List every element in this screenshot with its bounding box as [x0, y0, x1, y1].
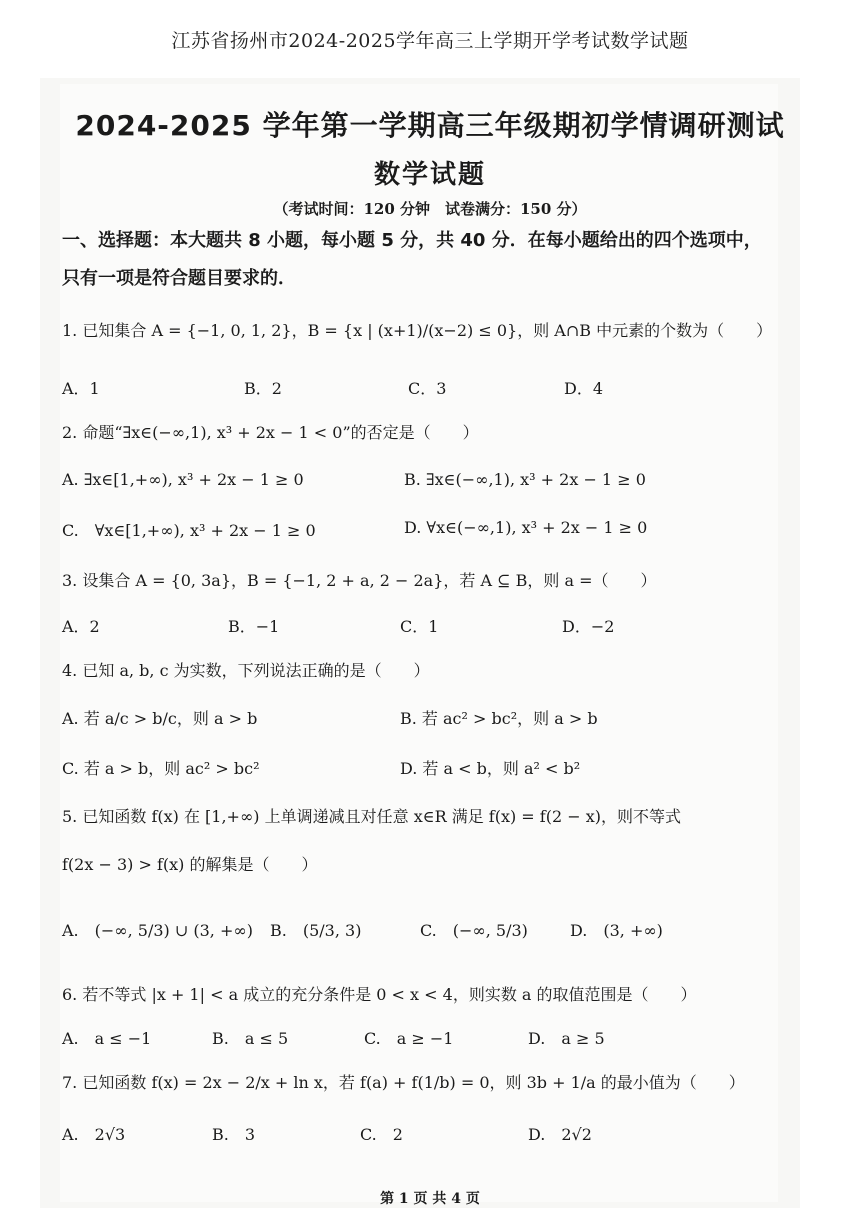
question-4-stem: 4. 已知 a, b, c 为实数，下列说法正确的是（ ） — [62, 661, 430, 680]
question-2-option-b: B. ∃x∈(−∞,1), x³ + 2x − 1 ≥ 0 — [404, 470, 646, 489]
question-2-stem: 2. 命题“∃x∈(−∞,1), x³ + 2x − 1 < 0”的否定是（ ） — [62, 423, 479, 442]
question-3-option-d: D．−2 — [562, 617, 615, 636]
question-1-option-a: A．1 — [62, 379, 100, 398]
question-2-option-d: D. ∀x∈(−∞,1), x³ + 2x − 1 ≥ 0 — [404, 518, 648, 537]
question-1-stem: 1. 已知集合 A = {−1, 0, 1, 2}，B = {x | (x+1)/(x−2) ≤ 0}，则 A∩B 中元素的个数为（ ） — [62, 321, 773, 340]
question-5-option-b: B. (5/3, 3) — [270, 921, 362, 940]
question-5-option-d: D. (3, +∞) — [570, 921, 663, 940]
question-6-option-b: B. a ≤ 5 — [212, 1029, 289, 1048]
section-heading-line2: 只有一项是符合题目要求的． — [62, 268, 296, 289]
question-7-option-d: D. 2√2 — [528, 1125, 592, 1144]
question-7-option-a: A. 2√3 — [62, 1125, 126, 1144]
question-2-option-a: A. ∃x∈[1,+∞), x³ + 2x − 1 ≥ 0 — [62, 470, 304, 489]
question-3-option-c: C．1 — [400, 617, 439, 636]
question-3-option-a: A．2 — [62, 617, 100, 636]
question-7-stem: 7. 已知函数 f(x) = 2x − 2/x + ln x，若 f(a) + f(1/b) = 0，则 3b + 1/a 的最小值为（ ） — [62, 1073, 745, 1092]
question-6-option-a: A. a ≤ −1 — [62, 1029, 152, 1048]
page-number-footer: 第 1 页 共 4 页 — [380, 1191, 480, 1207]
question-1-option-b: B．2 — [244, 379, 282, 398]
question-3-option-b: B．−1 — [228, 617, 280, 636]
question-4-option-c: C. 若 a > b，则 ac² > bc² — [62, 759, 260, 778]
question-5-option-c: C. (−∞, 5/3) — [420, 921, 528, 940]
question-7-option-b: B. 3 — [212, 1125, 256, 1144]
question-3-stem: 3. 设集合 A = {0, 3a}，B = {−1, 2 + a, 2 − 2a}，若 A ⊆ B，则 a =（ ） — [62, 571, 657, 590]
section-heading-line1: 一、选择题：本大题共 8 小题，每小题 5 分，共 40 分．在每小题给出的四个选项中， — [62, 230, 762, 251]
question-1-option-d: D．4 — [564, 379, 604, 398]
question-5-stem-line1: 5. 已知函数 f(x) 在 [1,+∞) 上单调递减且对任意 x∈R 满足 f(x) = f(2 − x)，则不等式 — [62, 807, 681, 826]
paper-subtitle: 数学试题 — [373, 160, 486, 190]
question-1-option-c: C．3 — [408, 379, 447, 398]
question-4-option-a: A. 若 a/c > b/c，则 a > b — [62, 709, 258, 728]
header-title: 江苏省扬州市2024-2025学年高三上学期开学考试数学试题 — [171, 30, 689, 52]
question-6-stem: 6. 若不等式 |x + 1| < a 成立的充分条件是 0 < x < 4，则实数 a 的取值范围是（ ） — [62, 985, 697, 1004]
paper-title: 2024-2025 学年第一学期高三年级期初学情调研测试 — [75, 109, 785, 142]
question-5-stem-line2: f(2x − 3) > f(x) 的解集是（ ） — [62, 855, 318, 874]
question-2-option-c: C. ∀x∈[1,+∞), x³ + 2x − 1 ≥ 0 — [62, 521, 316, 540]
question-4-option-d: D. 若 a < b，则 a² < b² — [400, 759, 581, 778]
question-6-option-d: D. a ≥ 5 — [528, 1029, 605, 1048]
question-7-option-c: C. 2 — [360, 1125, 403, 1144]
question-5-option-a: A. (−∞, 5/3) ∪ (3, +∞) — [62, 921, 253, 940]
question-4-option-b: B. 若 ac² > bc²，则 a > b — [400, 709, 598, 728]
question-6-option-c: C. a ≥ −1 — [364, 1029, 454, 1048]
exam-info: （考试时间：120 分钟 试卷满分：150 分） — [273, 200, 587, 218]
